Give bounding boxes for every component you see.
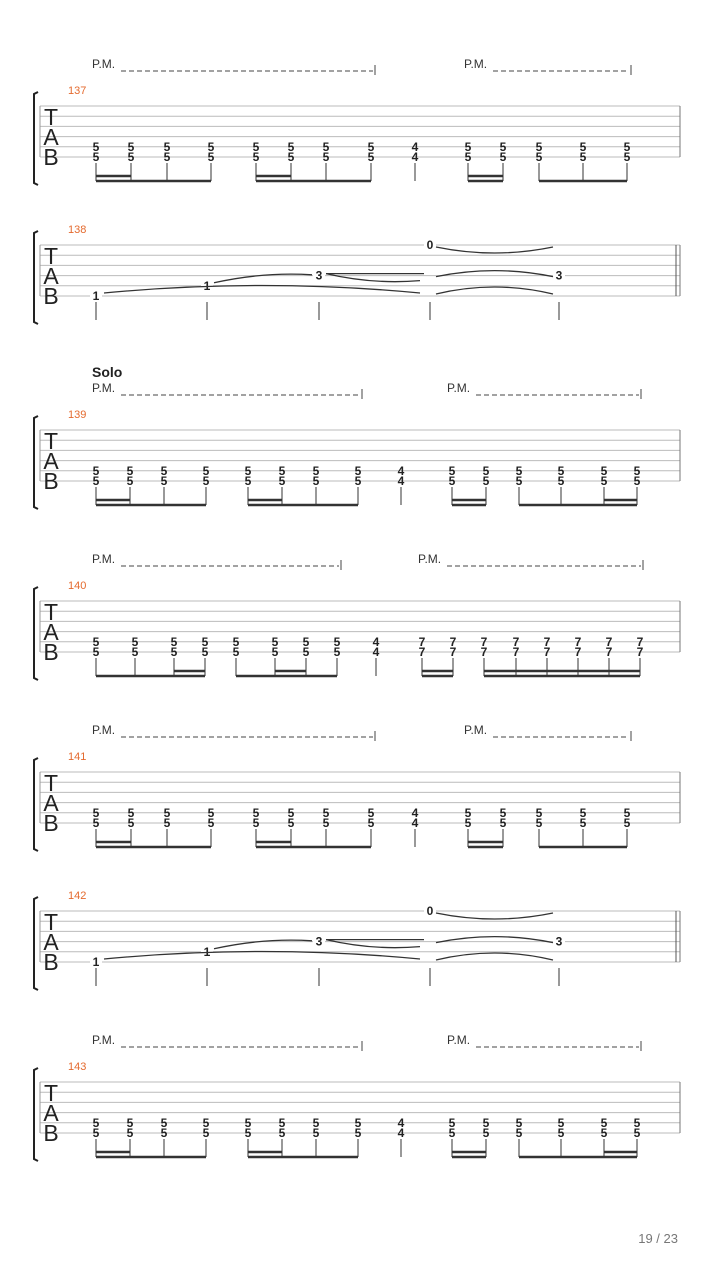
fret-number: 5 <box>482 1126 490 1140</box>
fret-number: 5 <box>499 805 507 820</box>
palm-mute-label: P.M. <box>418 552 442 566</box>
fret-number: 1 <box>92 289 100 303</box>
fret-number: 5 <box>633 1126 641 1140</box>
tab-letter-a: A <box>43 448 59 474</box>
fret-number: 5 <box>367 150 375 164</box>
fret-number: 5 <box>92 816 100 830</box>
fret-number: 5 <box>623 150 631 164</box>
fret-number: 4 <box>411 805 419 820</box>
fret-number: 7 <box>543 634 551 649</box>
tie-arc <box>104 952 420 960</box>
staff-bracket <box>34 758 38 851</box>
fret-number: 5 <box>312 474 320 488</box>
fret-number: 5 <box>302 634 310 649</box>
fret-number: 5 <box>448 474 456 488</box>
fret-number: 5 <box>333 645 341 659</box>
tab-system <box>34 1033 680 1161</box>
tab-system <box>34 723 680 851</box>
tab-system <box>34 552 680 680</box>
fret-number: 7 <box>605 645 613 659</box>
fret-number: 5 <box>160 474 168 488</box>
fret-number: 5 <box>515 1115 523 1130</box>
fret-number: 7 <box>636 634 644 649</box>
measure-number: 138 <box>68 224 87 236</box>
staff-bracket <box>34 92 38 185</box>
tab-system <box>34 364 680 509</box>
fret-number: 5 <box>202 463 210 478</box>
tab-letter-a: A <box>43 619 59 645</box>
fret-number: 5 <box>244 1126 252 1140</box>
palm-mute-label: P.M. <box>92 381 116 395</box>
fret-number: 5 <box>354 474 362 488</box>
fret-number: 5 <box>131 645 139 659</box>
fret-number: 5 <box>287 805 295 820</box>
fret-number: 5 <box>312 463 320 478</box>
fret-number: 3 <box>555 934 563 949</box>
tab-letter-t: T <box>43 1080 59 1106</box>
fret-number: 5 <box>271 634 279 649</box>
fret-number: 5 <box>633 1115 641 1130</box>
fret-number: 5 <box>354 463 362 478</box>
fret-number: 7 <box>636 645 644 659</box>
fret-number: 5 <box>287 150 295 164</box>
tie-arc <box>436 247 553 253</box>
tab-letter-b: B <box>43 468 59 494</box>
fret-number: 7 <box>480 645 488 659</box>
fret-number: 5 <box>127 150 135 164</box>
fret-number: 5 <box>623 816 631 830</box>
tab-letter-t: T <box>43 599 59 625</box>
fret-number: 5 <box>287 139 295 154</box>
fret-number: 5 <box>633 474 641 488</box>
fret-number: 5 <box>160 1115 168 1130</box>
fret-number: 1 <box>203 944 211 959</box>
fret-number: 7 <box>418 634 426 649</box>
fret-number: 1 <box>92 955 100 969</box>
fret-number: 5 <box>92 150 100 164</box>
palm-mute-label: P.M. <box>92 552 116 566</box>
fret-number: 5 <box>515 463 523 478</box>
fret-number: 5 <box>170 634 178 649</box>
fret-number: 4 <box>372 645 380 659</box>
fret-number: 0 <box>426 238 434 252</box>
fret-number: 7 <box>574 634 582 649</box>
fret-number: 5 <box>278 463 286 478</box>
fret-number: 5 <box>92 634 100 649</box>
measure-number: 139 <box>68 409 87 421</box>
palm-mute-label: P.M. <box>92 1033 116 1047</box>
tab-letter-b: B <box>43 810 59 836</box>
fret-number: 7 <box>449 645 457 659</box>
fret-number: 5 <box>579 150 587 164</box>
tab-letter-t: T <box>43 770 59 796</box>
tie-arc <box>326 274 420 282</box>
fret-number: 5 <box>312 1126 320 1140</box>
tab-letter-t: T <box>43 909 59 935</box>
fret-number: 5 <box>448 1126 456 1140</box>
fret-number: 5 <box>322 816 330 830</box>
palm-mute-label: P.M. <box>92 57 116 71</box>
tab-system <box>34 224 680 324</box>
fret-number: 5 <box>600 474 608 488</box>
fret-number: 5 <box>354 1115 362 1130</box>
fret-number: 5 <box>535 805 543 820</box>
fret-number: 5 <box>367 816 375 830</box>
fret-number: 5 <box>600 463 608 478</box>
fret-number: 4 <box>397 1115 405 1130</box>
fret-number: 5 <box>278 1115 286 1130</box>
fret-number: 5 <box>322 805 330 820</box>
fret-number: 4 <box>372 634 380 649</box>
measure-number: 141 <box>68 751 87 763</box>
fret-number: 5 <box>448 1115 456 1130</box>
fret-number: 7 <box>480 634 488 649</box>
fret-number: 5 <box>160 463 168 478</box>
fret-number: 4 <box>411 816 419 830</box>
fret-number: 3 <box>315 268 323 283</box>
fret-number: 5 <box>207 139 215 154</box>
fret-number: 5 <box>464 816 472 830</box>
fret-number: 5 <box>92 463 100 478</box>
measure-number: 140 <box>68 580 87 592</box>
fret-number: 5 <box>92 1126 100 1140</box>
fret-number: 5 <box>535 139 543 154</box>
tab-letter-a: A <box>43 929 59 955</box>
tab-letter-a: A <box>43 263 59 289</box>
fret-number: 5 <box>207 150 215 164</box>
measure-number: 143 <box>68 1061 87 1073</box>
fret-number: 5 <box>633 463 641 478</box>
fret-number: 5 <box>127 139 135 154</box>
fret-number: 5 <box>163 816 171 830</box>
fret-number: 5 <box>201 645 209 659</box>
fret-number: 5 <box>201 634 209 649</box>
fret-number: 5 <box>367 805 375 820</box>
staff-bracket <box>34 416 38 509</box>
fret-number: 5 <box>92 805 100 820</box>
fret-number: 5 <box>278 474 286 488</box>
fret-number: 5 <box>448 463 456 478</box>
fret-number: 5 <box>202 474 210 488</box>
tab-letter-b: B <box>43 639 59 665</box>
staff-bracket <box>34 587 38 680</box>
fret-number: 5 <box>232 645 240 659</box>
fret-number: 5 <box>464 139 472 154</box>
fret-number: 7 <box>449 634 457 649</box>
fret-number: 5 <box>232 634 240 649</box>
fret-number: 5 <box>499 150 507 164</box>
fret-number: 5 <box>515 474 523 488</box>
fret-number: 5 <box>252 805 260 820</box>
fret-number: 5 <box>92 1115 100 1130</box>
fret-number: 5 <box>623 139 631 154</box>
fret-number: 5 <box>557 474 565 488</box>
fret-number: 0 <box>426 904 434 918</box>
fret-number: 5 <box>482 1115 490 1130</box>
staff-bracket <box>34 897 38 990</box>
tab-system <box>34 890 680 990</box>
fret-number: 5 <box>160 1126 168 1140</box>
fret-number: 5 <box>202 1126 210 1140</box>
fret-number: 5 <box>579 805 587 820</box>
fret-number: 5 <box>557 1115 565 1130</box>
fret-number: 5 <box>354 1126 362 1140</box>
fret-number: 7 <box>512 634 520 649</box>
fret-number: 5 <box>535 150 543 164</box>
palm-mute-label: P.M. <box>92 723 116 737</box>
fret-number: 7 <box>543 645 551 659</box>
fret-number: 5 <box>92 139 100 154</box>
section-label: Solo <box>92 364 123 380</box>
palm-mute-label: P.M. <box>447 1033 471 1047</box>
fret-number: 5 <box>163 150 171 164</box>
fret-number: 5 <box>244 463 252 478</box>
tie-arc <box>104 286 420 294</box>
staff-bracket <box>34 1068 38 1161</box>
fret-number: 5 <box>482 463 490 478</box>
fret-number: 5 <box>312 1115 320 1130</box>
fret-number: 5 <box>535 816 543 830</box>
fret-number: 5 <box>92 474 100 488</box>
measure-number: 142 <box>68 890 87 902</box>
tab-letter-b: B <box>43 283 59 309</box>
fret-number: 5 <box>126 463 134 478</box>
fret-number: 5 <box>579 816 587 830</box>
fret-number: 5 <box>252 150 260 164</box>
tab-letter-t: T <box>43 428 59 454</box>
fret-number: 1 <box>203 278 211 293</box>
fret-number: 5 <box>127 816 135 830</box>
fret-number: 5 <box>464 805 472 820</box>
staff-bracket <box>34 231 38 324</box>
fret-number: 5 <box>499 816 507 830</box>
fret-number: 5 <box>579 139 587 154</box>
fret-number: 5 <box>126 1115 134 1130</box>
tab-letter-t: T <box>43 104 59 130</box>
fret-number: 5 <box>557 463 565 478</box>
measure-number: 137 <box>68 85 87 97</box>
tie-arc <box>326 940 420 948</box>
tie-arc <box>436 953 553 960</box>
fret-number: 7 <box>574 645 582 659</box>
fret-number: 5 <box>126 1126 134 1140</box>
tab-letter-t: T <box>43 243 59 269</box>
fret-number: 4 <box>397 463 405 478</box>
fret-number: 5 <box>600 1115 608 1130</box>
fret-number: 5 <box>163 139 171 154</box>
palm-mute-label: P.M. <box>447 381 471 395</box>
fret-number: 5 <box>252 139 260 154</box>
tab-letter-a: A <box>43 124 59 150</box>
fret-number: 5 <box>278 1126 286 1140</box>
page-number: 19 / 23 <box>638 1231 678 1246</box>
fret-number: 7 <box>605 634 613 649</box>
fret-number: 5 <box>287 816 295 830</box>
fret-number: 5 <box>163 805 171 820</box>
fret-number: 5 <box>367 139 375 154</box>
fret-number: 4 <box>397 474 405 488</box>
fret-number: 5 <box>302 645 310 659</box>
tab-letter-b: B <box>43 144 59 170</box>
tie-arc <box>436 287 553 294</box>
fret-number: 5 <box>557 1126 565 1140</box>
palm-mute-label: P.M. <box>464 723 488 737</box>
fret-number: 5 <box>322 139 330 154</box>
fret-number: 5 <box>333 634 341 649</box>
fret-number: 5 <box>482 474 490 488</box>
fret-number: 5 <box>322 150 330 164</box>
tab-systems <box>34 57 680 1161</box>
fret-number: 7 <box>512 645 520 659</box>
tab-letter-a: A <box>43 1100 59 1126</box>
fret-number: 4 <box>411 150 419 164</box>
tie-arc <box>436 913 553 919</box>
fret-number: 5 <box>244 1115 252 1130</box>
fret-number: 5 <box>464 150 472 164</box>
fret-number: 3 <box>315 934 323 949</box>
fret-number: 5 <box>92 645 100 659</box>
fret-number: 5 <box>207 805 215 820</box>
fret-number: 5 <box>207 816 215 830</box>
tab-letter-a: A <box>43 790 59 816</box>
tab-system <box>34 57 680 185</box>
fret-number: 5 <box>499 139 507 154</box>
fret-number: 5 <box>170 645 178 659</box>
fret-number: 5 <box>131 634 139 649</box>
fret-number: 7 <box>418 645 426 659</box>
fret-number: 4 <box>411 139 419 154</box>
fret-number: 5 <box>623 805 631 820</box>
fret-number: 5 <box>600 1126 608 1140</box>
tab-letter-b: B <box>43 949 59 975</box>
fret-number: 3 <box>555 268 563 283</box>
fret-number: 5 <box>202 1115 210 1130</box>
fret-number: 4 <box>397 1126 405 1140</box>
tab-letter-b: B <box>43 1120 59 1146</box>
fret-number: 5 <box>244 474 252 488</box>
fret-number: 5 <box>515 1126 523 1140</box>
fret-number: 5 <box>127 805 135 820</box>
fret-number: 5 <box>252 816 260 830</box>
fret-number: 5 <box>271 645 279 659</box>
palm-mute-label: P.M. <box>464 57 488 71</box>
fret-number: 5 <box>126 474 134 488</box>
